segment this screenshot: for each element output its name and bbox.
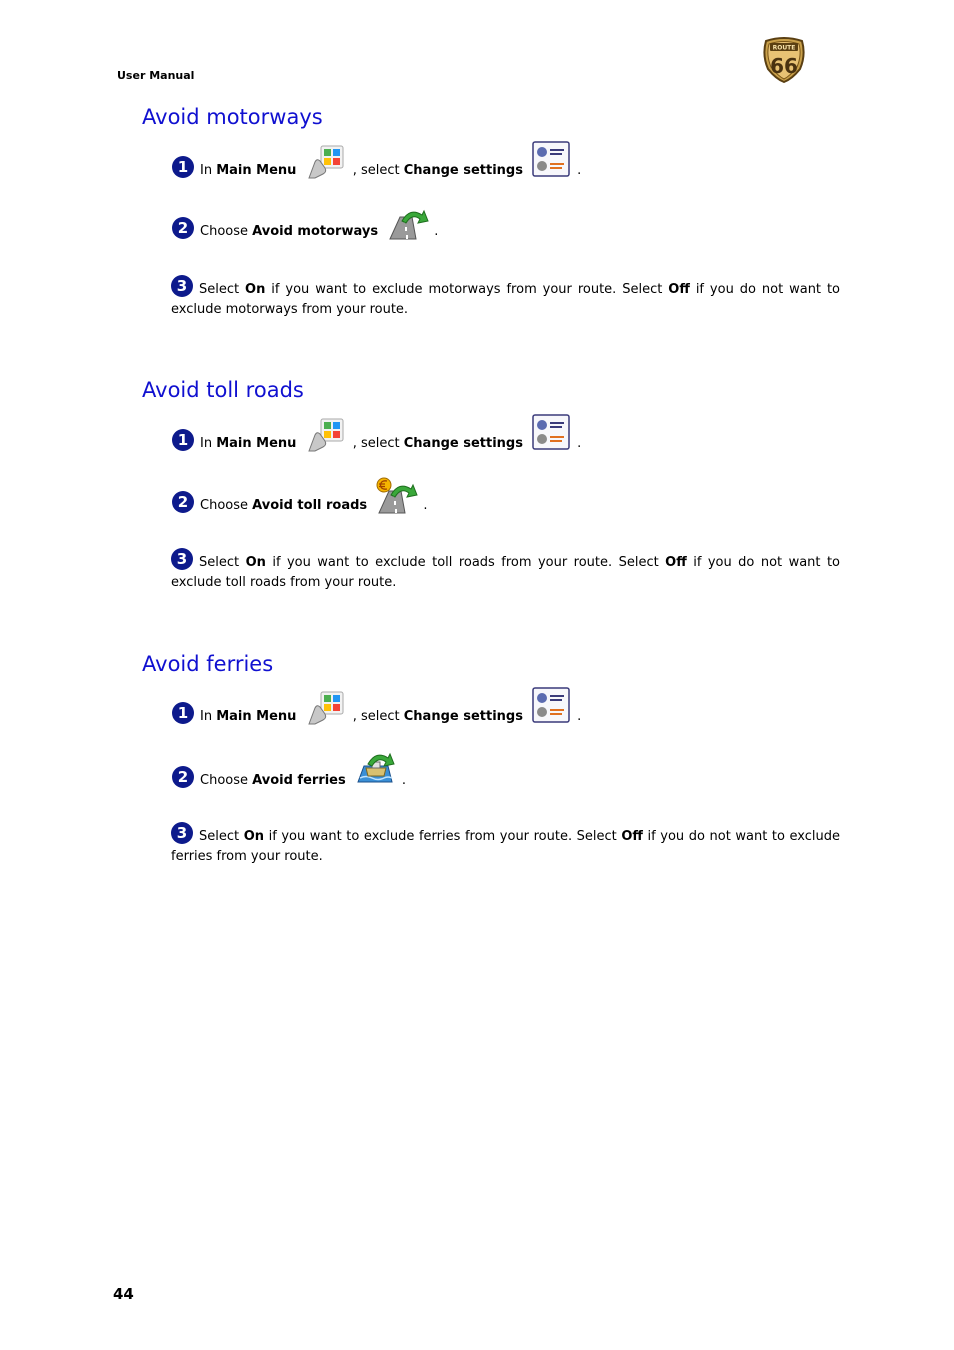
logo-text-top: ROUTE <box>772 44 796 52</box>
avoid-ferries-icon <box>354 752 398 790</box>
step-number-2: 2 <box>172 217 194 239</box>
main-menu-icon <box>305 690 345 726</box>
step-number-1: 1 <box>172 702 194 724</box>
step-number-2: 2 <box>172 766 194 788</box>
step-number-3: 3 <box>171 548 193 570</box>
step-number-1: 1 <box>172 429 194 451</box>
section-title: Avoid ferries <box>142 652 274 676</box>
step-number-2: 2 <box>172 491 194 513</box>
section-title: Avoid motorways <box>142 105 323 129</box>
change-settings-icon <box>531 686 573 726</box>
step-2: 2 Choose Avoid motorways . <box>172 209 438 241</box>
route66-logo-icon <box>760 35 808 83</box>
step-number-3: 3 <box>171 822 193 844</box>
page-number: 44 <box>113 1285 134 1303</box>
main-menu-icon <box>305 144 345 180</box>
step-2: 2 Choose Avoid ferries . <box>172 752 406 790</box>
logo-text-number: 66 <box>770 54 798 78</box>
step-1: 1 In Main Menu , select Change settings . <box>172 686 581 726</box>
step-3: 3 Select On if you want to exclude toll roads from your route. Select Off if you do not want to exclude toll roads from your route. <box>171 550 840 590</box>
step-3: 3 Select On if you want to exclude motorways from your route. Select Off if you do not want to exclude motorways from your route. <box>171 277 841 317</box>
avoid-motorways-icon <box>386 209 430 241</box>
section-title: Avoid toll roads <box>142 378 304 402</box>
main-menu-icon <box>305 417 345 453</box>
step-1: 1 In Main Menu , select Change settings . <box>172 140 581 180</box>
avoid-toll-roads-icon <box>375 477 419 515</box>
step-1: 1 In Main Menu , select Change settings . <box>172 413 581 453</box>
change-settings-icon <box>531 140 573 180</box>
step-2: 2 Choose Avoid toll roads . <box>172 477 427 515</box>
step-number-3: 3 <box>171 275 193 297</box>
step-3: 3 Select On if you want to exclude ferries from your route. Select Off if you do not want to exclude ferries from your route. <box>171 824 840 864</box>
change-settings-icon <box>531 413 573 453</box>
step-number-1: 1 <box>172 156 194 178</box>
header-label: User Manual <box>117 69 195 82</box>
